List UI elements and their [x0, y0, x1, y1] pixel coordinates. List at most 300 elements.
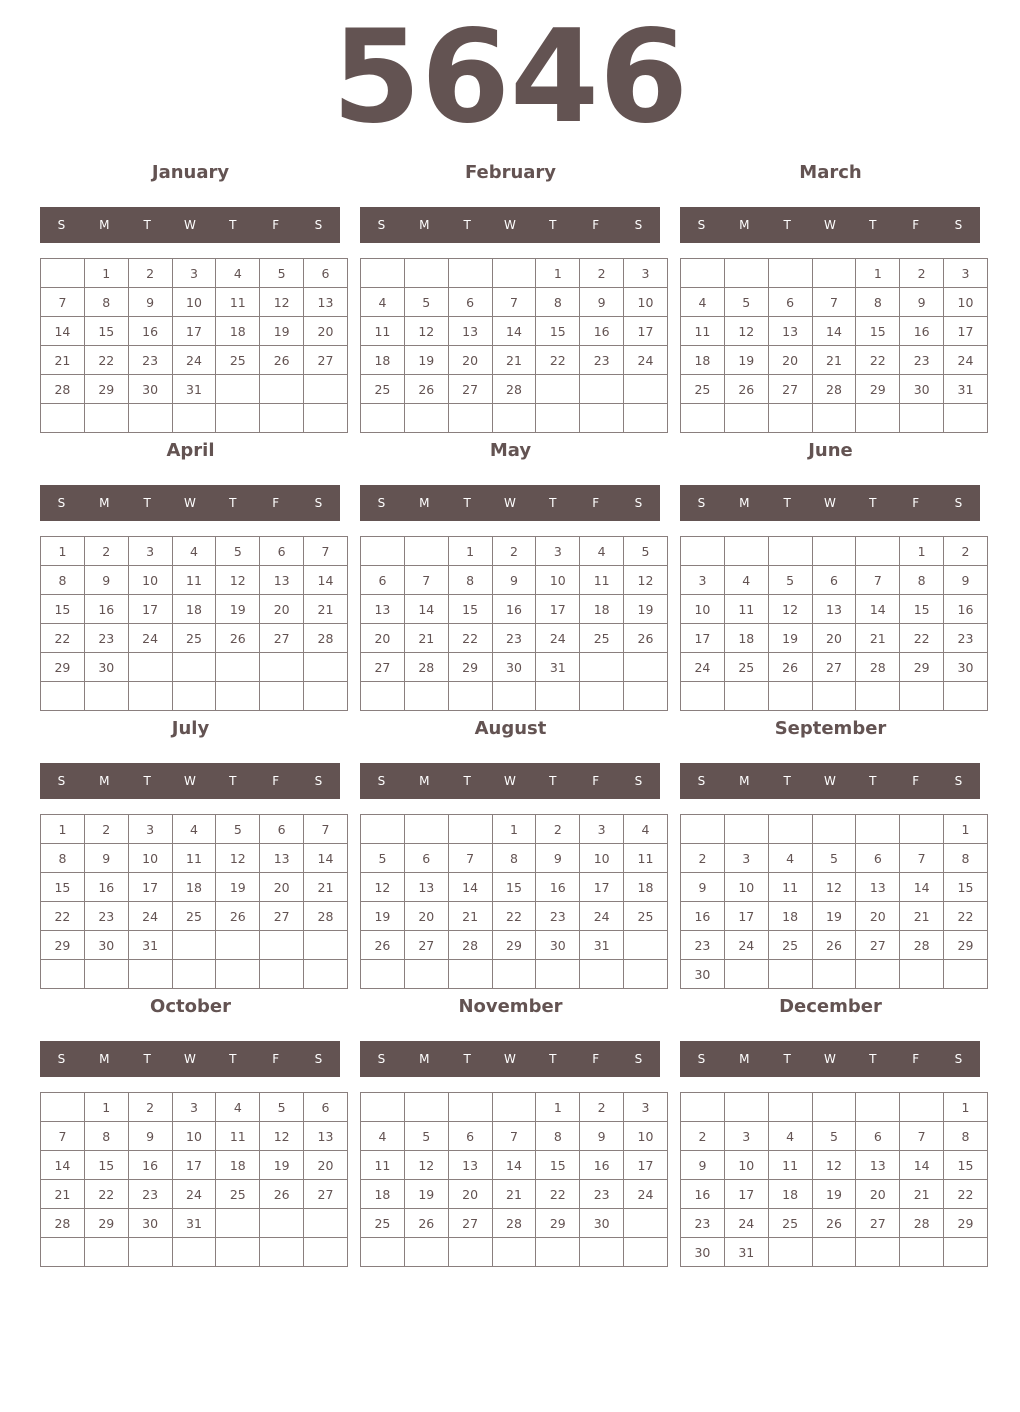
- day-cell: 17: [724, 902, 768, 931]
- day-cell: 5: [260, 259, 304, 288]
- day-cell: [768, 960, 812, 989]
- week-row: [361, 960, 668, 989]
- day-cell: 24: [172, 346, 216, 375]
- day-cell: 25: [172, 624, 216, 653]
- week-row: [41, 288, 348, 317]
- day-cell: [361, 960, 405, 989]
- weekday-label: F: [272, 496, 280, 510]
- day-cell: 26: [624, 624, 668, 653]
- month-title: December: [779, 996, 882, 1017]
- weekday-label: T: [463, 774, 471, 788]
- weekday-label: S: [314, 496, 323, 510]
- day-cell: 21: [492, 1180, 536, 1209]
- day-cell: [41, 960, 85, 989]
- day-cell: 16: [84, 873, 128, 902]
- day-cell: 25: [361, 375, 405, 404]
- day-cell: 16: [492, 595, 536, 624]
- day-cell: [260, 682, 304, 711]
- day-cell: [128, 653, 172, 682]
- weekday-label: S: [57, 774, 66, 788]
- day-cell: 22: [536, 1180, 580, 1209]
- day-cell: [41, 404, 85, 433]
- day-cell: [84, 1238, 128, 1267]
- day-cell: [856, 404, 900, 433]
- week-row: [681, 259, 988, 288]
- day-cell: 24: [128, 902, 172, 931]
- day-cell: 13: [260, 566, 304, 595]
- day-cell: [681, 682, 725, 711]
- day-cell: 14: [812, 317, 856, 346]
- day-cell: 5: [404, 1122, 448, 1151]
- day-cell: 14: [304, 844, 348, 873]
- day-cell: 18: [216, 1151, 260, 1180]
- day-cell: 30: [944, 653, 988, 682]
- week-row: [361, 1093, 668, 1122]
- weekday-label: F: [592, 774, 600, 788]
- day-cell: [768, 682, 812, 711]
- day-cell: 3: [172, 1093, 216, 1122]
- day-cell: 30: [580, 1209, 624, 1238]
- day-cell: [172, 960, 216, 989]
- week-row: [361, 653, 668, 682]
- weekday-label: F: [272, 1052, 280, 1066]
- weekday-label: T: [229, 496, 237, 510]
- day-cell: 3: [944, 259, 988, 288]
- day-cell: 24: [624, 1180, 668, 1209]
- day-cell: [172, 931, 216, 960]
- week-row: [361, 375, 668, 404]
- day-cell: [361, 682, 405, 711]
- week-row: [681, 1238, 988, 1267]
- weekday-label: F: [272, 218, 280, 232]
- day-cell: 21: [404, 624, 448, 653]
- day-cell: 21: [900, 1180, 944, 1209]
- day-cell: 4: [361, 288, 405, 317]
- day-cell: 29: [448, 653, 492, 682]
- day-cell: 7: [304, 815, 348, 844]
- day-cell: 7: [404, 566, 448, 595]
- day-cell: 7: [448, 844, 492, 873]
- day-cell: 8: [944, 844, 988, 873]
- weekday-label: T: [783, 774, 791, 788]
- day-cell: 31: [172, 1209, 216, 1238]
- day-cell: 21: [41, 346, 85, 375]
- day-cell: 5: [812, 1122, 856, 1151]
- day-cell: 28: [404, 653, 448, 682]
- day-cell: [900, 960, 944, 989]
- week-row: [681, 1122, 988, 1151]
- day-cell: 28: [41, 1209, 85, 1238]
- weekday-label: S: [697, 1052, 706, 1066]
- day-cell: 20: [260, 595, 304, 624]
- day-cell: [580, 960, 624, 989]
- day-cell: [624, 931, 668, 960]
- day-cell: 22: [41, 902, 85, 931]
- day-cell: 17: [944, 317, 988, 346]
- weekday-label: T: [143, 774, 151, 788]
- day-cell: 22: [492, 902, 536, 931]
- day-cell: 12: [361, 873, 405, 902]
- day-cell: 16: [900, 317, 944, 346]
- day-cell: 1: [448, 537, 492, 566]
- day-cell: 27: [768, 375, 812, 404]
- day-cell: 20: [304, 317, 348, 346]
- day-cell: 25: [216, 1180, 260, 1209]
- day-cell: 15: [84, 317, 128, 346]
- week-row: [361, 624, 668, 653]
- weekday-header: [360, 763, 660, 799]
- day-cell: 21: [900, 902, 944, 931]
- day-cell: [128, 1238, 172, 1267]
- day-cell: 3: [536, 537, 580, 566]
- day-cell: 19: [812, 1180, 856, 1209]
- day-cell: [536, 682, 580, 711]
- day-cell: 11: [216, 1122, 260, 1151]
- weekday-label: M: [419, 774, 430, 788]
- day-cell: [900, 1238, 944, 1267]
- day-cell: 5: [812, 844, 856, 873]
- weekday-label: S: [314, 1052, 323, 1066]
- day-cell: 3: [624, 259, 668, 288]
- weekday-header: [40, 763, 340, 799]
- day-cell: [216, 404, 260, 433]
- day-cell: 19: [260, 1151, 304, 1180]
- day-cell: 17: [580, 873, 624, 902]
- day-cell: 18: [172, 873, 216, 902]
- day-cell: 27: [361, 653, 405, 682]
- day-cell: 4: [624, 815, 668, 844]
- weekday-header: [360, 207, 660, 243]
- day-cell: 2: [128, 1093, 172, 1122]
- day-cell: 24: [681, 653, 725, 682]
- day-cell: 25: [681, 375, 725, 404]
- day-cell: 30: [681, 1238, 725, 1267]
- day-cell: [304, 960, 348, 989]
- day-cell: 21: [304, 595, 348, 624]
- day-cell: 17: [128, 873, 172, 902]
- week-row: [41, 375, 348, 404]
- day-cell: [404, 537, 448, 566]
- week-row: [361, 931, 668, 960]
- day-cell: 4: [172, 537, 216, 566]
- weekday-label: T: [869, 496, 877, 510]
- weekday-label: T: [783, 1052, 791, 1066]
- day-cell: 13: [768, 317, 812, 346]
- weekday-label: M: [419, 496, 430, 510]
- day-cell: 14: [404, 595, 448, 624]
- weekday-label: S: [634, 1052, 643, 1066]
- day-cell: [724, 682, 768, 711]
- day-cell: 27: [812, 653, 856, 682]
- day-cell: 9: [536, 844, 580, 873]
- day-cell: 17: [536, 595, 580, 624]
- day-cell: 5: [216, 537, 260, 566]
- day-cell: [856, 682, 900, 711]
- day-cell: 15: [84, 1151, 128, 1180]
- day-cell: [404, 259, 448, 288]
- day-cell: [492, 960, 536, 989]
- day-cell: 12: [260, 288, 304, 317]
- day-cell: [448, 682, 492, 711]
- week-row: [681, 375, 988, 404]
- weekday-label: M: [99, 496, 110, 510]
- weekday-label: M: [739, 1052, 750, 1066]
- weekday-label: S: [954, 1052, 963, 1066]
- week-row: [41, 1122, 348, 1151]
- month-title: April: [166, 440, 215, 461]
- day-cell: [260, 1209, 304, 1238]
- week-row: [41, 682, 348, 711]
- day-cell: [856, 815, 900, 844]
- day-cell: 9: [128, 1122, 172, 1151]
- weekday-label: W: [184, 1052, 196, 1066]
- weekday-label: T: [783, 496, 791, 510]
- day-cell: 30: [128, 1209, 172, 1238]
- weekday-label: T: [143, 496, 151, 510]
- week-row: [41, 346, 348, 375]
- day-cell: 3: [128, 815, 172, 844]
- day-cell: 27: [260, 624, 304, 653]
- day-cell: [681, 259, 725, 288]
- day-cell: 16: [580, 1151, 624, 1180]
- day-cell: [624, 1238, 668, 1267]
- day-cell: 2: [944, 537, 988, 566]
- day-cell: 6: [260, 815, 304, 844]
- weekday-label: T: [869, 774, 877, 788]
- week-row: [41, 1151, 348, 1180]
- day-cell: 12: [768, 595, 812, 624]
- day-cell: 22: [84, 1180, 128, 1209]
- day-cell: [624, 404, 668, 433]
- weekday-label: F: [272, 774, 280, 788]
- day-cell: [260, 375, 304, 404]
- day-cell: 9: [128, 288, 172, 317]
- day-cell: 18: [724, 624, 768, 653]
- weekday-label: S: [697, 218, 706, 232]
- weekday-label: W: [504, 496, 516, 510]
- weekday-label: W: [504, 774, 516, 788]
- day-cell: 28: [492, 1209, 536, 1238]
- day-cell: [812, 960, 856, 989]
- day-cell: 22: [536, 346, 580, 375]
- week-row: [681, 873, 988, 902]
- day-cell: [536, 960, 580, 989]
- day-cell: 17: [724, 1180, 768, 1209]
- day-cell: [84, 404, 128, 433]
- day-cell: 20: [361, 624, 405, 653]
- day-cell: [580, 375, 624, 404]
- day-cell: 29: [856, 375, 900, 404]
- day-cell: 23: [84, 624, 128, 653]
- day-cell: 20: [856, 902, 900, 931]
- day-cell: 8: [900, 566, 944, 595]
- week-row: [41, 1093, 348, 1122]
- day-cell: [304, 375, 348, 404]
- day-cell: 24: [624, 346, 668, 375]
- day-cell: 19: [216, 873, 260, 902]
- day-cell: 30: [492, 653, 536, 682]
- day-cell: 1: [84, 259, 128, 288]
- day-cell: 8: [448, 566, 492, 595]
- day-cell: 29: [84, 375, 128, 404]
- day-cell: 6: [361, 566, 405, 595]
- day-cell: 31: [944, 375, 988, 404]
- day-cell: 8: [84, 288, 128, 317]
- day-cell: 1: [944, 1093, 988, 1122]
- day-cell: 15: [41, 873, 85, 902]
- month-title: September: [774, 718, 887, 739]
- day-cell: 29: [536, 1209, 580, 1238]
- day-cell: 15: [492, 873, 536, 902]
- day-cell: 28: [41, 375, 85, 404]
- day-cell: 18: [624, 873, 668, 902]
- day-grid: [360, 1092, 668, 1267]
- day-cell: 4: [768, 844, 812, 873]
- day-cell: [768, 404, 812, 433]
- day-cell: 17: [624, 1151, 668, 1180]
- day-cell: 2: [536, 815, 580, 844]
- week-row: [41, 317, 348, 346]
- day-cell: 20: [260, 873, 304, 902]
- day-cell: [580, 682, 624, 711]
- day-cell: [768, 1238, 812, 1267]
- day-cell: 7: [856, 566, 900, 595]
- week-row: [681, 346, 988, 375]
- day-cell: [216, 653, 260, 682]
- week-row: [361, 1151, 668, 1180]
- day-cell: 8: [536, 1122, 580, 1151]
- day-cell: 3: [681, 566, 725, 595]
- day-cell: [856, 960, 900, 989]
- day-cell: 23: [128, 346, 172, 375]
- day-cell: 6: [404, 844, 448, 873]
- day-cell: 18: [361, 346, 405, 375]
- day-cell: 23: [900, 346, 944, 375]
- day-cell: [84, 960, 128, 989]
- day-cell: [624, 375, 668, 404]
- week-row: [41, 1209, 348, 1238]
- week-row: [41, 595, 348, 624]
- day-cell: 8: [41, 566, 85, 595]
- day-cell: 9: [580, 288, 624, 317]
- day-cell: 1: [856, 259, 900, 288]
- weekday-label: T: [869, 1052, 877, 1066]
- day-cell: [172, 653, 216, 682]
- week-row: [41, 404, 348, 433]
- day-cell: [84, 682, 128, 711]
- day-cell: 17: [624, 317, 668, 346]
- day-cell: 3: [724, 844, 768, 873]
- day-cell: [216, 682, 260, 711]
- day-cell: 16: [128, 1151, 172, 1180]
- day-cell: [361, 815, 405, 844]
- day-cell: [448, 815, 492, 844]
- day-cell: 14: [492, 317, 536, 346]
- week-row: [681, 404, 988, 433]
- day-grid: [40, 1092, 348, 1267]
- day-cell: 25: [580, 624, 624, 653]
- day-cell: 19: [260, 317, 304, 346]
- day-cell: 10: [172, 288, 216, 317]
- day-cell: 28: [812, 375, 856, 404]
- day-cell: 24: [580, 902, 624, 931]
- day-cell: 10: [944, 288, 988, 317]
- week-row: [681, 931, 988, 960]
- day-cell: 12: [812, 873, 856, 902]
- day-cell: 19: [404, 1180, 448, 1209]
- day-cell: [361, 1093, 405, 1122]
- weekday-label: W: [824, 496, 836, 510]
- day-cell: [172, 682, 216, 711]
- week-row: [681, 902, 988, 931]
- day-cell: 29: [84, 1209, 128, 1238]
- day-cell: [304, 1238, 348, 1267]
- day-cell: [856, 1093, 900, 1122]
- day-cell: [536, 1238, 580, 1267]
- day-cell: 19: [361, 902, 405, 931]
- day-cell: [404, 1093, 448, 1122]
- day-cell: 30: [84, 653, 128, 682]
- day-cell: 20: [812, 624, 856, 653]
- weekday-label: S: [634, 218, 643, 232]
- day-cell: 23: [128, 1180, 172, 1209]
- day-cell: 6: [304, 259, 348, 288]
- day-cell: [944, 960, 988, 989]
- day-cell: 12: [260, 1122, 304, 1151]
- day-cell: 21: [812, 346, 856, 375]
- day-cell: 3: [580, 815, 624, 844]
- day-cell: 21: [41, 1180, 85, 1209]
- day-cell: 13: [856, 873, 900, 902]
- day-cell: 23: [492, 624, 536, 653]
- day-cell: 14: [900, 1151, 944, 1180]
- day-cell: 8: [492, 844, 536, 873]
- day-cell: [404, 682, 448, 711]
- weekday-header: [680, 207, 980, 243]
- day-cell: 5: [216, 815, 260, 844]
- day-cell: 26: [361, 931, 405, 960]
- day-cell: 25: [768, 1209, 812, 1238]
- year-title: 5646: [331, 3, 689, 152]
- day-cell: 4: [172, 815, 216, 844]
- day-cell: [944, 404, 988, 433]
- week-row: [361, 873, 668, 902]
- day-cell: 12: [724, 317, 768, 346]
- day-cell: 21: [448, 902, 492, 931]
- day-cell: 28: [492, 375, 536, 404]
- day-cell: [492, 1093, 536, 1122]
- month-title: March: [799, 162, 862, 183]
- day-cell: 16: [944, 595, 988, 624]
- day-cell: 20: [856, 1180, 900, 1209]
- day-cell: [624, 1209, 668, 1238]
- day-cell: 17: [172, 317, 216, 346]
- day-cell: 8: [84, 1122, 128, 1151]
- day-cell: [404, 1238, 448, 1267]
- week-row: [41, 873, 348, 902]
- day-cell: 23: [580, 346, 624, 375]
- day-grid: [40, 258, 348, 433]
- day-cell: 4: [681, 288, 725, 317]
- weekday-label: S: [57, 496, 66, 510]
- week-row: [681, 653, 988, 682]
- day-cell: [361, 404, 405, 433]
- week-row: [361, 1180, 668, 1209]
- week-row: [41, 1180, 348, 1209]
- day-cell: [812, 1093, 856, 1122]
- day-cell: 16: [580, 317, 624, 346]
- week-row: [361, 404, 668, 433]
